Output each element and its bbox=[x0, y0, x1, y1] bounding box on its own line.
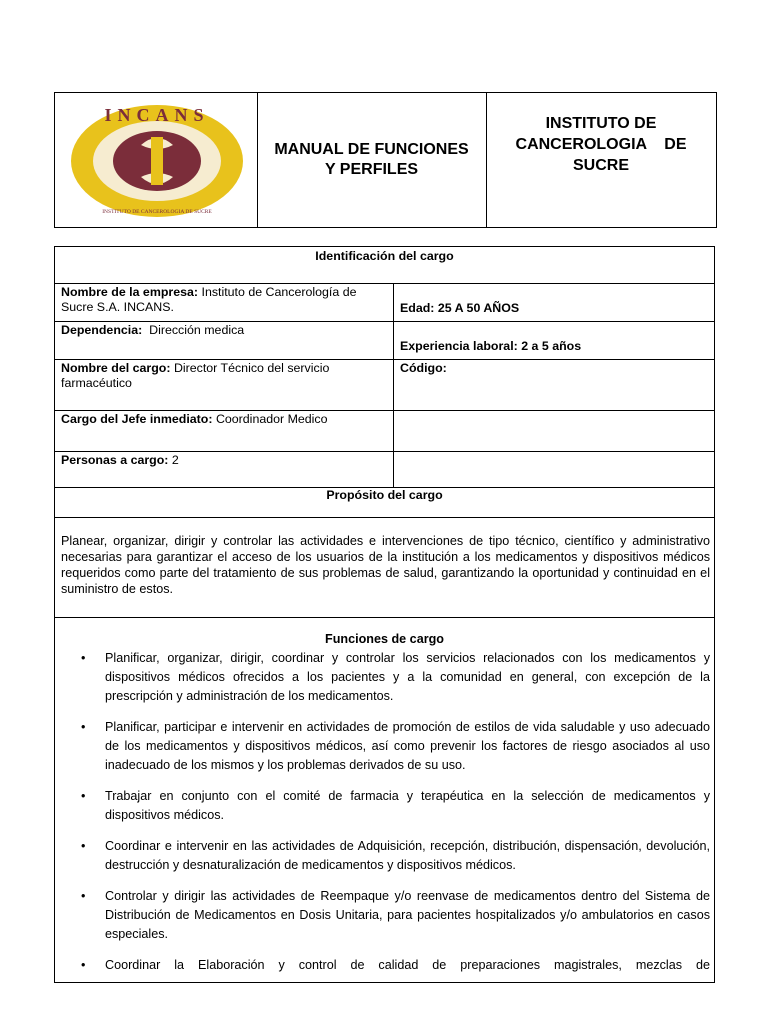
position-row bbox=[55, 359, 714, 411]
logo-cell bbox=[55, 93, 258, 227]
staff-value: 2 bbox=[171, 453, 179, 467]
boss-value: Coordinador Medico bbox=[215, 412, 328, 426]
function-item: • Trabajar en conjunto con el comité de farmacia y terapéutica en la selección de medicamentos y dispositivos médicos. bbox=[81, 789, 710, 822]
staff-row bbox=[55, 451, 714, 488]
functions-section bbox=[55, 617, 714, 982]
purpose-heading-row bbox=[55, 487, 714, 518]
position-cell: Nombre del cargo: Director Técnico del servicio farmacéutico bbox=[55, 359, 394, 410]
job-profile-table bbox=[54, 246, 715, 983]
institute-title: INSTITUTO DE CANCEROLOGIA DE SUCRE bbox=[515, 115, 691, 174]
staff-empty-cell bbox=[394, 451, 714, 487]
company-value: Instituto de Cancerología de Sucre S.A. INCANS. bbox=[61, 285, 357, 314]
bullet-icon: • bbox=[81, 720, 86, 734]
experience-value: Experiencia laboral: 2 a 5 años bbox=[400, 339, 582, 353]
function-item: • Coordinar la Elaboración y control de calidad de preparaciones magistrales, mezclas de bbox=[55, 956, 714, 975]
dependency-row bbox=[55, 321, 714, 360]
purpose-heading: Propósito del cargo bbox=[326, 488, 443, 502]
boss-row bbox=[55, 410, 714, 452]
position-value: Director Técnico del servicio farmacéutico bbox=[61, 361, 330, 390]
manual-title: MANUAL DE FUNCIONES Y PERFILES bbox=[257, 93, 487, 227]
dependency-value: Dirección medica bbox=[149, 323, 245, 337]
identification-heading-row bbox=[55, 247, 714, 284]
bullet-icon: • bbox=[81, 958, 86, 972]
logo-subtext: INSTITUTO DE CANCEROLOGIA DE SUCRE bbox=[102, 209, 212, 215]
incans-logo bbox=[63, 101, 251, 221]
bullet-icon: • bbox=[81, 789, 86, 803]
identification-heading: Identificación del cargo bbox=[315, 249, 454, 263]
company-row bbox=[55, 283, 714, 322]
code-label: Código: bbox=[400, 361, 447, 375]
purpose-row bbox=[55, 517, 714, 618]
functions-heading: Funciones de cargo bbox=[325, 632, 444, 646]
dependency-cell: Dependencia: Dirección medica bbox=[55, 321, 394, 359]
boss-cell: Cargo del Jefe inmediato: Coordinador Medico bbox=[55, 410, 394, 451]
function-item: • Controlar y dirigir las actividades de Reempaque y/o reenvase de medicamentos dentro del Sistema de Distribución de Medicamentos en Dosis Unitaria, para pacientes hospitalizados y/o ambulatorios en casos especiales. bbox=[81, 889, 710, 941]
age-cell bbox=[394, 283, 714, 321]
bullet-icon: • bbox=[81, 889, 86, 903]
header-table bbox=[54, 92, 717, 228]
bullet-icon: • bbox=[81, 651, 86, 665]
experience-cell bbox=[394, 321, 714, 359]
company-cell: Nombre de la empresa: Instituto de Cancerología de Sucre S.A. INCANS. bbox=[55, 283, 394, 321]
boss-empty-cell bbox=[394, 410, 714, 451]
bullet-icon: • bbox=[81, 839, 86, 853]
function-item: • Planificar, organizar, dirigir, coordinar y controlar los servicios relacionados con los medicamentos y dispositivos médicos ofrecidos a los pacientes y a la comunidad en general, con excepción de la prescripción y administración de los medicamentos. bbox=[81, 651, 710, 703]
age-value: Edad: 25 A 50 AÑOS bbox=[400, 301, 520, 315]
code-cell bbox=[394, 359, 714, 410]
logo-wordmark: INCANS bbox=[104, 105, 210, 125]
staff-cell: Personas a cargo: 2 bbox=[55, 451, 394, 487]
purpose-text: Planear, organizar, dirigir y controlar las actividades e intervenciones de tipo técnico, científico y administrativo necesarias para garantizar el acceso de los usuarios de la institución a los medicamentos y dispositivos médicos requeridos como parte del tratamiento de sus problemas de salud, garantizando la oportunidad y continuidad en el suministro de estos. bbox=[61, 534, 710, 596]
function-item: • Planificar, participar e intervenir en actividades de promoción de estilos de vida saludable y uso adecuado de los medicamentos y dispositivos médicos, así como prevenir los factores de riesgo asociados al uso inadecuado de los mismos y los problemas derivados de su uso. bbox=[81, 720, 710, 772]
function-item: • Coordinar e intervenir en las actividades de Adquisición, recepción, distribución, dispensación, devolución, destrucción y desnaturalización de medicamentos y dispositivos médicos. bbox=[81, 839, 710, 872]
